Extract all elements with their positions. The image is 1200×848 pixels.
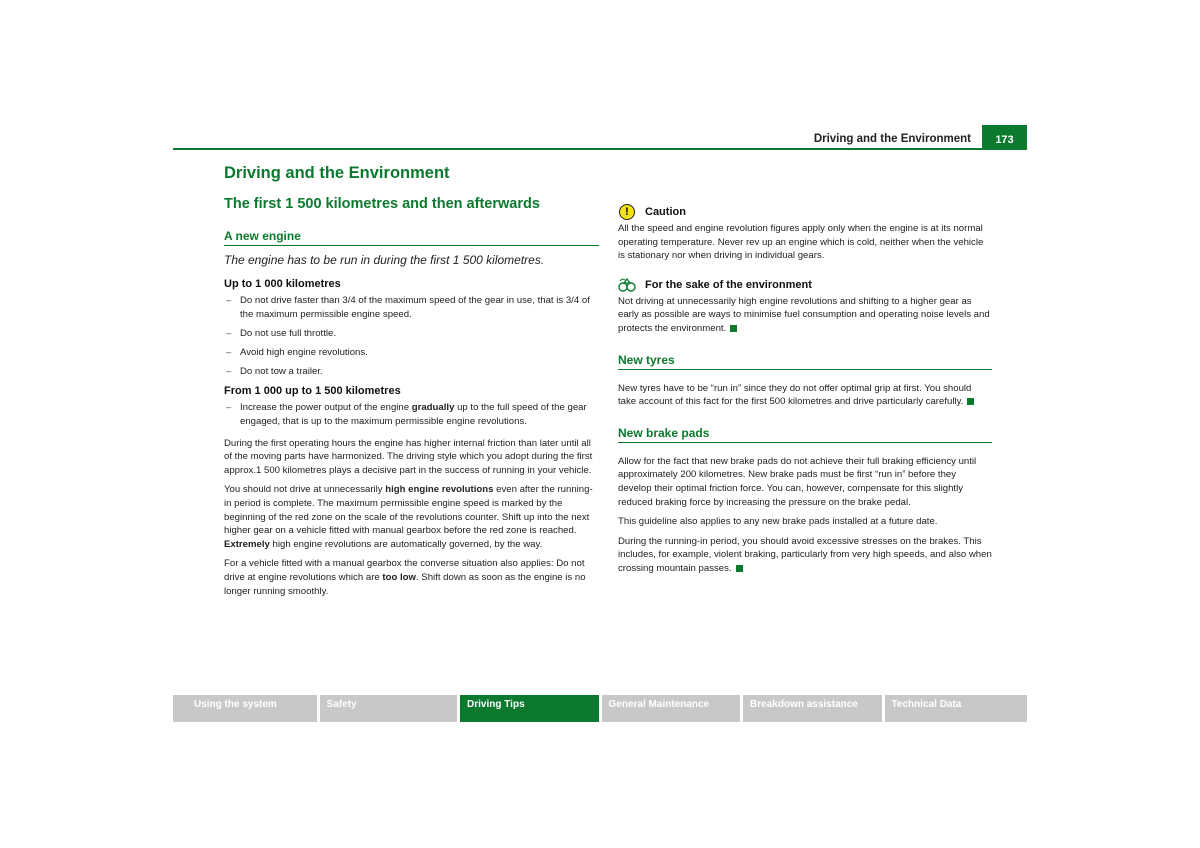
dash-list-2 [224, 401, 599, 428]
header-rule [173, 148, 1027, 150]
caution-title: Caution [645, 206, 686, 218]
brakes-heading: New brake pads [618, 425, 992, 443]
left-column [224, 162, 599, 598]
environment-icon [618, 276, 636, 294]
page-title: Driving and the Environment [224, 164, 450, 182]
caution-text: All the speed and engine revolution figures apply only when the engine is at its normal operating temperature. Never rev up an engine which is cold, neither when the vehicle is stationary nor when driving in individual gears. [618, 223, 984, 262]
dash-list-1 [224, 294, 599, 378]
section-title: The first 1 500 kilometres and then afterwards [224, 196, 540, 212]
caution-heading [618, 202, 992, 222]
list-item: – Do not drive faster than 3/4 of the maximum speed of the gear in use, that is 3/4 of the maximum permissible engine speed. [224, 294, 599, 321]
list-item: – Do not use full throttle. [224, 327, 599, 341]
page-number: 173 [982, 125, 1027, 149]
list-heading-1: Up to 1 000 kilometres [224, 278, 341, 290]
tab-using-the-system[interactable]: Using the system [173, 695, 317, 722]
end-mark [967, 398, 974, 405]
tab-general-maintenance[interactable]: General Maintenance [602, 695, 741, 722]
tyres-text: New tyres have to be “run in” since they do not offer optimal grip at first. You should take account of this fact for the first 500 kilometres and drive particularly carefully. [618, 382, 992, 409]
environment-title: For the sake of the environment [645, 278, 812, 291]
lead-text: The engine has to be run in during the first 1 500 kilometres. [224, 253, 545, 267]
environment-text: Not driving at unnecessarily high engine revolutions and shifting to a higher gear as early as possible are ways to minimise fuel consumption and operating noise levels and protects the environment. [618, 295, 990, 334]
brakes-text-3: During the running-in period, you should avoid excessive stresses on the brakes. This includes, for example, violent braking, particularly from very high speeds, and also when crossing mountain passes. [618, 535, 992, 574]
caution-icon: ! [618, 203, 636, 221]
list-item: – Do not tow a trailer. [224, 365, 599, 379]
tab-safety[interactable]: Safety [320, 695, 458, 722]
list-item: – Avoid high engine revolutions. [224, 346, 599, 360]
paragraph: During the first operating hours the engine has higher internal friction than later until all of the moving parts have harmonized. The driving style which you adopt during the first approx.1 500 kilometres plays a decisive part in the success of running in your vehicle. [224, 437, 593, 476]
tab-technical-data[interactable]: Technical Data [885, 695, 1027, 722]
right-column [618, 202, 992, 576]
brakes-text-2: This guideline also applies to any new brake pads installed at a future date. [618, 516, 938, 528]
paragraph: You should not drive at unnecessarily high engine revolutions even after the running-in period is complete. The maximum permissible engine speed is marked by the beginning of the red zone on the scale of the revolutions counter. Shift up into the next higher gear on a vehicle fitted with manual gearbox before the red zone is reached. Extremely high engine revolutions are automatically governed, by the way. [224, 484, 593, 550]
paragraph: For a vehicle fitted with a manual gearbox the converse situation also applies: Do not drive at engine revolutions which are too low. Shift down as soon as the engine is no longer running smoothly. [224, 558, 586, 597]
tab-driving-tips[interactable]: Driving Tips [460, 695, 599, 722]
running-header: Driving and the Environment [813, 133, 971, 145]
subsection-heading: A new engine [224, 228, 599, 246]
list-heading-2: From 1 000 up to 1 500 kilometres [224, 385, 401, 398]
list-item: – Increase the power output of the engine gradually up to the full speed of the gear engaged, that is up to the maximum permissible engine revolutions. [224, 401, 599, 428]
tab-breakdown-assistance[interactable]: Breakdown assistance [743, 695, 882, 722]
section-nav [173, 695, 1027, 722]
tyres-heading: New tyres [618, 352, 992, 370]
end-mark [736, 565, 743, 572]
environment-heading [618, 275, 992, 295]
end-mark [730, 325, 737, 332]
brakes-text-1: Allow for the fact that new brake pads do not achieve their full braking efficiency until approximately 200 kilometres. New brake pads must be first “run in” before they develop their optimal friction force. You can, however, compensate for this slightly reduced braking force by increasing the pressure on the brake pedal. [618, 455, 977, 508]
